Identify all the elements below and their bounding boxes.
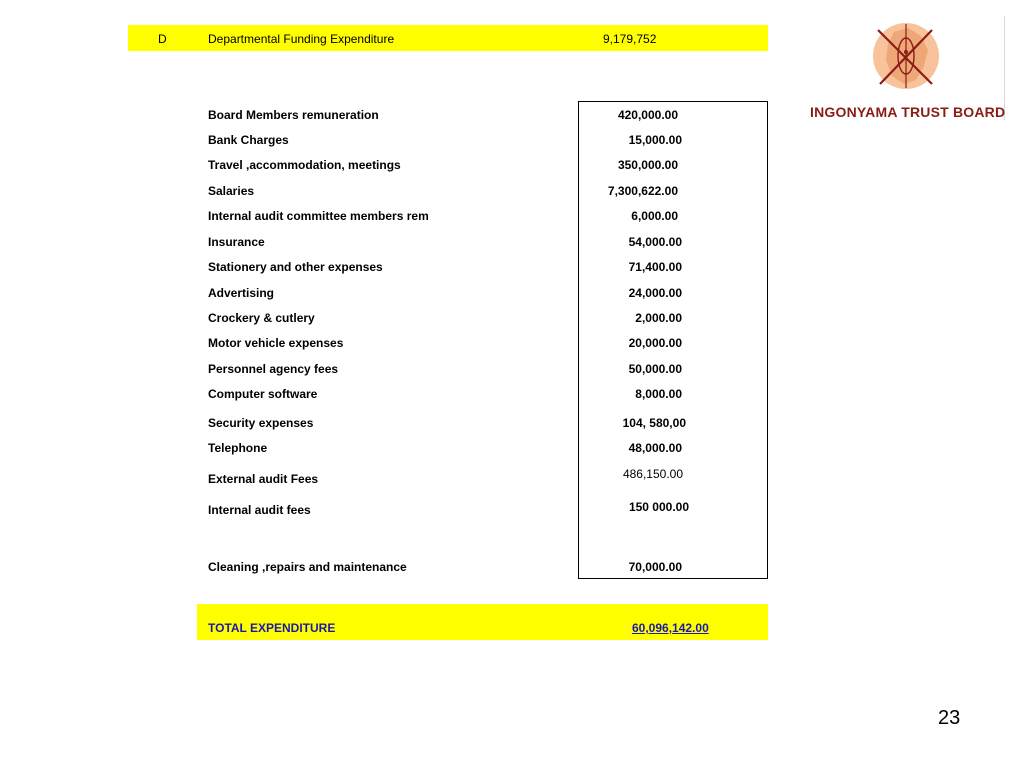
item-label-personnel-agency: Personnel agency fees bbox=[208, 362, 339, 376]
item-amount-external-audit: 486,150.00 bbox=[622, 467, 683, 481]
item-amount-stationery: 71,400.00 bbox=[628, 260, 682, 274]
item-amount-personnel-agency: 50,000.00 bbox=[628, 362, 682, 376]
item-amount-internal-audit-committee: 6,000.00 bbox=[631, 209, 678, 223]
item-amount-salaries: 7,300,622.00 bbox=[607, 184, 678, 198]
item-amount-motor-vehicle: 20,000.00 bbox=[628, 336, 682, 350]
item-label-telephone: Telephone bbox=[208, 441, 268, 455]
total-label: TOTAL EXPENDITURE bbox=[208, 621, 336, 635]
item-label-computer-software: Computer software bbox=[208, 387, 318, 401]
total-amount: 60,096,142.00 bbox=[632, 621, 709, 635]
header-description: Departmental Funding Expenditure bbox=[208, 32, 395, 46]
item-label-security: Security expenses bbox=[208, 416, 314, 430]
item-label-advertising: Advertising bbox=[208, 286, 275, 300]
header-code: D bbox=[158, 32, 167, 46]
header-amount: 9,179,752 bbox=[603, 32, 657, 46]
item-amount-crockery: 2,000.00 bbox=[635, 311, 682, 325]
item-amount-computer-software: 8,000.00 bbox=[635, 387, 682, 401]
item-label-board-remuneration: Board Members remuneration bbox=[208, 108, 379, 122]
item-label-salaries: Salaries bbox=[208, 184, 255, 198]
item-label-internal-audit-committee: Internal audit committee members rem bbox=[208, 209, 429, 223]
item-label-bank-charges: Bank Charges bbox=[208, 133, 289, 147]
item-label-internal-audit-fees: Internal audit fees bbox=[208, 503, 311, 517]
item-amount-bank-charges: 15,000.00 bbox=[628, 133, 682, 147]
item-label-motor-vehicle: Motor vehicle expenses bbox=[208, 336, 344, 350]
total-band bbox=[197, 604, 768, 640]
item-amount-internal-audit-fees: 150 000.00 bbox=[628, 500, 689, 514]
item-label-external-audit: External audit Fees bbox=[208, 472, 319, 486]
item-amount-security: 104, 580,00 bbox=[622, 416, 686, 430]
item-label-stationery: Stationery and other expenses bbox=[208, 260, 383, 274]
item-label-cleaning: Cleaning ,repairs and maintenance bbox=[208, 560, 407, 574]
item-amount-travel: 350,000.00 bbox=[617, 158, 678, 172]
item-amount-board-remuneration: 420,000.00 bbox=[617, 108, 678, 122]
page-number: 23 bbox=[938, 707, 961, 729]
item-amount-cleaning: 70,000.00 bbox=[628, 560, 682, 574]
header-band bbox=[128, 25, 768, 51]
item-label-crockery: Crockery & cutlery bbox=[208, 311, 315, 325]
item-label-insurance: Insurance bbox=[208, 235, 265, 249]
logo-text: INGONYAMA TRUST BOARD bbox=[810, 104, 1006, 120]
item-amount-insurance: 54,000.00 bbox=[628, 235, 682, 249]
item-amount-telephone: 48,000.00 bbox=[628, 441, 682, 455]
item-label-travel: Travel ,accommodation, meetings bbox=[208, 158, 401, 172]
item-amount-advertising: 24,000.00 bbox=[628, 286, 682, 300]
